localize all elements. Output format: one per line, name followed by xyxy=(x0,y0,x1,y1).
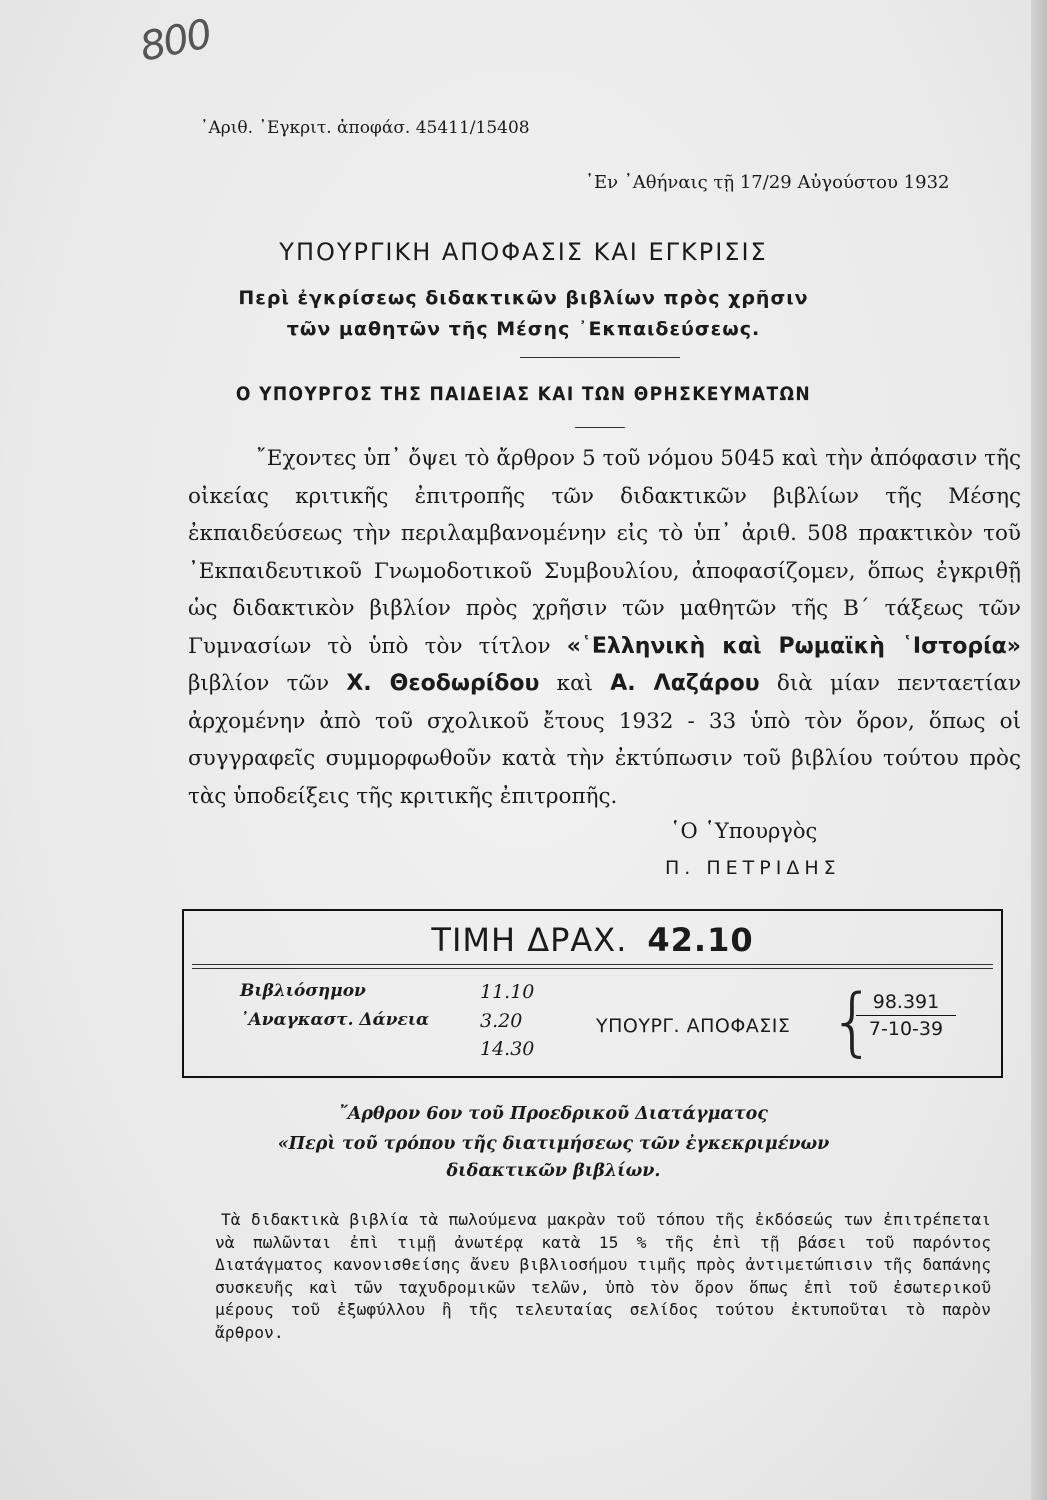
price-box xyxy=(182,909,1003,1078)
reference-number: ᾿Αριθ. ᾿Εγκριτ. ἀποφάσ. 45411/15408 xyxy=(200,118,530,138)
article-heading-2: «Περὶ τοῦ τρόπου τῆς διατιμήσεως τῶν ἐγκεκριμένων xyxy=(277,1134,830,1154)
document-date: ᾿Εν ᾿Αθήναις τῇ 17/29 Αὐγούστου 1932 xyxy=(585,172,950,193)
divider xyxy=(575,427,625,428)
decision-number: 98.391 xyxy=(856,991,956,1016)
divider xyxy=(520,357,680,358)
article-paragraph: Τὰ διδακτικὰ βιβλία τὰ πωλούμενα μακρὰν τοῦ τόπου τῆς ἐκδόσεώς των ἐπιτρέπεται νὰ πωλῶνται ἐπὶ τιμῇ ἀνωτέρᾳ κατὰ 15 % τῆς ἐπὶ τῇ βάσει τοῦ παρόντος Διατάγματος κανονισθείσης ἄνευ βιβλιοσήμου τιμῆς πρὸς ἀντιμετώπισιν τῆς δαπάνης συσκευῆς καὶ τῶν ταχυδρομικῶν τελῶν, ὑπὸ τὸν ὅρον ὅπως ἐπὶ τοῦ ἐσωτερικοῦ μέρους τοῦ ἐξωφύλλου ἢ τῆς τελευταίας σελίδος τούτου ἐκτυποῦται τὸ παρὸν ἄρθρον. xyxy=(215,1210,991,1342)
price-row-value: 3.20 xyxy=(480,1010,523,1032)
subtitle-line-1: Περὶ ἐγκρίσεως διδακτικῶν βιβλίων πρὸς χρῆσιν xyxy=(238,287,809,309)
decision-reference xyxy=(856,991,956,1040)
author-2: Α. Λαζάρου xyxy=(610,671,760,696)
signature-name: Π. ΠΕΤΡΙΔΗΣ xyxy=(665,857,841,879)
minister-heading: Ο ΥΠΟΥΡΓΟΣ ΤΗΣ ΠΑΙΔΕΙΑΣ ΚΑΙ ΤΩΝ ΘΡΗΣΚΕΥΜΑΤΩΝ xyxy=(235,383,812,405)
handwritten-mark: 800 xyxy=(135,11,215,71)
decision-text-part-1: ῎Εχοντες ὑπ᾿ ὄψει τὸ ἄρθρον 5 τοῦ νόμου 5045 καὶ τὴν ἀπόφασιν τῆς οἰκείας κριτικῆς ἐπιτροπῆς τῶν διδακτικῶν βιβλίων τῆς Μέσης ἐκπαιδεύσεως τὴν περιλαμβανομένην εἰς τὸ ὑπ᾿ ἀριθ. 508 πρακτικὸν τοῦ ᾿Εκπαιδευτικοῦ Γνωμοδοτικοῦ Συμβουλίου, ἀποφασίζομεν, ὅπως ἐγκριθῇ ὡς διδακτικὸν βιβλίον πρὸς χρῆσιν τῶν μαθητῶν τῆς Β´ τάξεως τῶν Γυμνασίων τὸ ὑπὸ τὸν τίτλον xyxy=(188,446,1021,659)
price-label: ΤΙΜΗ ΔΡΑΧ. xyxy=(431,921,628,959)
decision-label: ΥΠΟΥΡΓ. ΑΠΟΦΑΣΙΣ xyxy=(596,1015,791,1037)
decision-text-part-2: βιβλίον τῶν xyxy=(188,671,330,696)
price-divider xyxy=(192,964,993,965)
subtitle-line-2: τῶν μαθητῶν τῆς Μέσης ᾿Εκπαιδεύσεως. xyxy=(286,318,761,340)
article-body xyxy=(215,1209,991,1344)
price-row-label: Βιβλιόσημον xyxy=(240,981,366,1001)
price-divider xyxy=(192,968,993,969)
brace-symbol: { xyxy=(829,979,877,1065)
book-title: «῾Ελληνικὴ καὶ Ρωμαϊκὴ ῾Ιστορία» xyxy=(566,633,1021,659)
decision-text-part-4: διὰ μίαν πενταετίαν ἀρχομένην ἀπὸ τοῦ σχολικοῦ ἔτους 1932 - 33 ὑπὸ τὸν ὅρον, ὅπως οἱ συγγραφεῖς συμμορφωθοῦν κατὰ τὴν ἐκτύπωσιν τοῦ βιβλίου τούτου πρὸς τὰς ὑποδείξεις τῆς κριτικῆς ἐπιτροπῆς. xyxy=(188,671,1022,809)
article-heading-3: διδακτικῶν βιβλίων. xyxy=(446,1161,661,1181)
price-row-value: 11.10 xyxy=(480,981,535,1003)
price-amount: 42.10 xyxy=(647,921,754,959)
article-heading-1: ῎Αρθρον 6ον τοῦ Προεδρικοῦ Διατάγματος xyxy=(339,1104,768,1124)
document-title: ΥΠΟΥΡΓΙΚΗ ΑΠΟΦΑΣΙΣ ΚΑΙ ΕΓΚΡΙΣΙΣ xyxy=(279,238,768,266)
price-row-label: ᾿Αναγκαστ. Δάνεια xyxy=(240,1010,430,1030)
page-edge xyxy=(1031,0,1047,1500)
author-1: Χ. Θεοδωρίδου xyxy=(346,671,540,696)
signature-role: ῾Ο ῾Υπουργὸς xyxy=(670,819,818,843)
decision-text xyxy=(188,440,1021,815)
price-subtotal: 14.30 xyxy=(480,1038,535,1060)
price-title xyxy=(184,921,1001,959)
decision-text-part-3: καὶ xyxy=(556,671,594,696)
decision-date: 7-10-39 xyxy=(868,1018,944,1040)
